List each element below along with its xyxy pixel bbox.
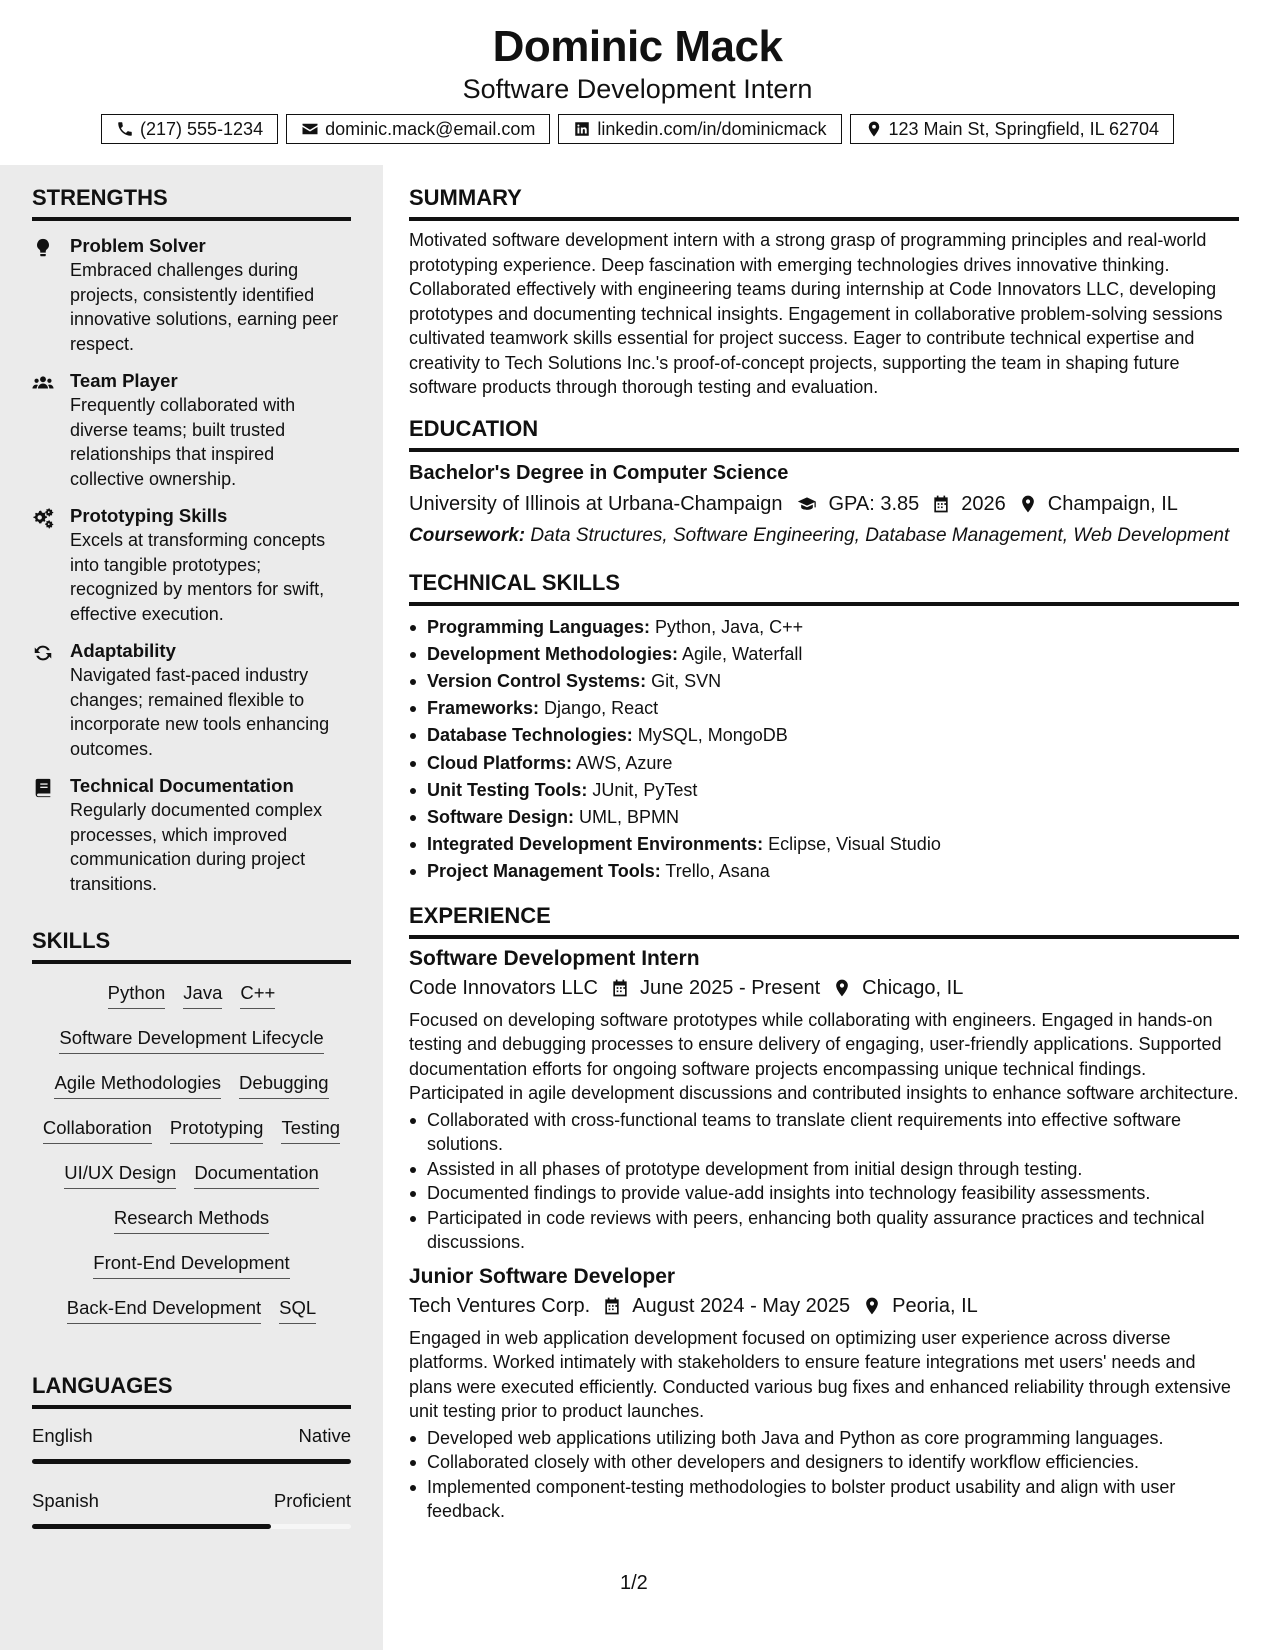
school-location: Champaign, IL — [1047, 492, 1178, 515]
contact-email[interactable] — [286, 114, 550, 144]
job-entry — [409, 947, 1239, 1255]
strength-desc: Navigated fast-paced industry changes; remained flexible to incorporate new tools enhancing outcomes. — [70, 665, 330, 759]
list-item: Software Design: UML, BPMN — [409, 804, 1239, 831]
list-item: Developed web applications utilizing both Java and Python as core programming languages. — [409, 1426, 1239, 1451]
phone-icon — [116, 120, 134, 138]
skill-tag: Python — [108, 982, 166, 1009]
experience-section — [409, 903, 1239, 1524]
sidebar — [0, 165, 383, 1650]
job-meta — [409, 1295, 1239, 1318]
job-location: Peoria, IL — [892, 1294, 978, 1317]
list-item: Integrated Development Environments: Eclipse, Visual Studio — [409, 831, 1239, 858]
map-marker-icon — [862, 1296, 882, 1316]
list-item: Implemented component-testing methodologies to bolster product usability and align with user feedback. — [409, 1475, 1239, 1524]
skill-tag: Documentation — [194, 1162, 318, 1189]
language-level: Native — [298, 1425, 351, 1446]
list-item: Database Technologies: MySQL, MongoDB — [409, 722, 1239, 749]
list-item: Unit Testing Tools: JUnit, PyTest — [409, 777, 1239, 804]
strengths-heading: STRENGTHS — [32, 185, 351, 221]
coursework-list: Data Structures, Software Engineering, Database Management, Web Development — [525, 524, 1230, 546]
degree-title: Bachelor's Degree in Computer Science — [409, 461, 789, 484]
job-summary: Engaged in web application development focused on optimizing user experience across diverse platforms. Worked intimately with stakeholders to ensure feature integrations met users' needs and plans were executed efficiently. Conducted various bug fixes and enhanced reliability through extensive unit testing prior to product launches. — [409, 1327, 1231, 1422]
coursework-label: Coursework: — [409, 524, 526, 546]
skill-tag: Front-End Development — [93, 1252, 289, 1279]
language-item — [32, 1425, 351, 1464]
language-level: Proficient — [273, 1490, 351, 1511]
list-item: Collaborated closely with other developers and designers to identify workflow efficiencies. — [409, 1450, 1239, 1475]
job-meta — [409, 977, 1239, 1000]
skill-tag: SQL — [279, 1297, 316, 1324]
linkedin-text: linkedin.com/in/dominicmack — [597, 118, 827, 139]
skills-row — [32, 1162, 351, 1207]
company-name: Code Innovators LLC — [409, 976, 599, 999]
language-name: English — [32, 1425, 93, 1446]
book-icon — [32, 777, 54, 799]
strength-item — [32, 234, 351, 356]
phone-text: (217) 555-1234 — [139, 118, 264, 139]
strength-title: Technical Documentation — [70, 775, 294, 796]
skill-tag: Java — [183, 982, 222, 1009]
skill-tag: Software Development Lifecycle — [59, 1027, 323, 1054]
calendar-icon — [931, 494, 951, 514]
languages-section — [32, 1373, 351, 1529]
envelope-icon — [301, 120, 319, 138]
tech-skills-section — [409, 570, 1239, 886]
gpa-text: GPA: 3.85 — [828, 492, 920, 515]
list-item: Frameworks: Django, React — [409, 695, 1239, 722]
skills-row — [32, 1207, 351, 1252]
language-bar-fill — [32, 1459, 351, 1464]
job-location: Chicago, IL — [862, 976, 964, 999]
skill-tag: UI/UX Design — [64, 1162, 176, 1189]
skill-tag: Prototyping — [170, 1117, 264, 1144]
company-name: Tech Ventures Corp. — [409, 1294, 591, 1317]
skills-row — [32, 1072, 351, 1117]
strengths-section — [32, 185, 351, 896]
map-marker-icon — [832, 978, 852, 998]
address-text: 123 Main St, Springfield, IL 62704 — [888, 118, 1160, 139]
job-bullets — [409, 1426, 1239, 1524]
graduation-year: 2026 — [961, 492, 1006, 515]
contact-bar — [0, 114, 1275, 144]
list-item: Project Management Tools: Trello, Asana — [409, 858, 1239, 885]
strength-title: Prototyping Skills — [70, 505, 228, 526]
summary-section — [409, 185, 1239, 400]
strength-item — [32, 369, 351, 491]
job-dates: August 2024 - May 2025 — [632, 1294, 851, 1317]
calendar-icon — [610, 978, 630, 998]
list-item: Collaborated with cross-functional teams to translate client requirements into effective software solutions. — [409, 1108, 1239, 1157]
skills-row — [32, 1252, 351, 1297]
skills-row — [32, 1027, 351, 1072]
contact-phone[interactable] — [101, 114, 278, 144]
main-content — [409, 165, 1239, 1524]
skill-tag: Debugging — [239, 1072, 329, 1099]
summary-text: Motivated software development intern with a strong grasp of programming principles and real-world prototyping experience. Deep fascination with emerging technologies drives innovative thinking. Collaborated effectively with engineering teams during internship at Code Innovators LLC, developing prototypes and documenting technical insights. Engagement in collaborative problem-solving sessions cultivated teamwork skills essential for project success. Eager to contribute technical expertise and creativity to Tech Solutions Inc.'s proof-of-concept projects, supporting the team in shaping future software products through thorough testing and evaluation. — [409, 230, 1223, 397]
candidate-name: Dominic Mack — [492, 22, 783, 71]
users-icon — [32, 372, 54, 394]
candidate-title: Software Development Intern — [462, 74, 813, 104]
education-meta — [409, 493, 1239, 516]
languages-heading: LANGUAGES — [32, 1373, 351, 1409]
resume-header — [0, 0, 1275, 165]
language-bar-fill — [32, 1524, 271, 1529]
summary-heading: SUMMARY — [409, 185, 1239, 221]
sync-icon — [32, 642, 54, 664]
skill-tag: Testing — [281, 1117, 340, 1144]
graduation-cap-icon — [795, 494, 819, 514]
strength-title: Problem Solver — [70, 235, 206, 256]
skills-row — [32, 1297, 351, 1342]
job-title: Junior Software Developer — [409, 1264, 676, 1288]
list-item: Cloud Platforms: AWS, Azure — [409, 750, 1239, 777]
language-item — [32, 1490, 351, 1529]
coursework — [409, 524, 1239, 548]
skill-tag: Research Methods — [114, 1207, 269, 1234]
strength-title: Adaptability — [70, 640, 176, 661]
lightbulb-icon — [32, 237, 54, 259]
skills-row — [32, 982, 351, 1027]
strength-item — [32, 639, 351, 761]
job-bullets — [409, 1108, 1239, 1255]
skills-row — [32, 1117, 351, 1162]
skill-tag: C++ — [240, 982, 275, 1009]
job-title: Software Development Intern — [409, 946, 700, 970]
skills-section — [32, 928, 351, 1342]
list-item: Participated in code reviews with peers, enhancing both quality assurance practices and technical discussions. — [409, 1206, 1239, 1255]
strength-desc: Excels at transforming concepts into tangible prototypes; recognized by mentors for swift, effective execution. — [70, 530, 326, 624]
contact-address[interactable] — [850, 114, 1175, 144]
education-section — [409, 416, 1239, 548]
list-item: Development Methodologies: Agile, Waterfall — [409, 641, 1239, 668]
skills-cloud — [32, 982, 351, 1342]
email-text: dominic.mack@email.com — [325, 118, 536, 139]
map-marker-icon — [1018, 494, 1038, 514]
contact-linkedin[interactable] — [558, 114, 841, 144]
skill-tag: Collaboration — [43, 1117, 152, 1144]
job-dates: June 2025 - Present — [640, 976, 821, 999]
strength-desc: Regularly documented complex processes, which improved communication during project transitions. — [70, 800, 323, 894]
school-name: University of Illinois at Urbana-Champaign — [409, 492, 783, 515]
strength-item — [32, 504, 351, 626]
skill-tag: Back-End Development — [67, 1297, 261, 1324]
map-marker-icon — [865, 120, 883, 138]
strength-item — [32, 774, 351, 896]
tech-skills-heading: TECHNICAL SKILLS — [409, 570, 1239, 606]
calendar-icon — [602, 1296, 622, 1316]
language-bar — [32, 1459, 351, 1464]
list-item: Documented findings to provide value-add insights into technology feasibility assessments. — [409, 1181, 1239, 1206]
strength-title: Team Player — [70, 370, 178, 391]
strength-desc: Frequently collaborated with diverse teams; built trusted relationships that inspired collective ownership. — [70, 395, 296, 489]
tech-skills-list — [409, 614, 1239, 886]
list-item: Assisted in all phases of prototype development from initial design through testing. — [409, 1157, 1239, 1182]
cogs-icon — [32, 507, 54, 529]
job-summary: Focused on developing software prototypes while collaborating with engineers. Engaged in hands-on testing and debugging processes to ensure delivery of engaging, user-friendly applications. Supported documentation efforts for ongoing software projects encompassing unique technical findings. Participated in agile development discussions and contributed insights to enhance software architecture. — [409, 1009, 1239, 1104]
language-name: Spanish — [32, 1490, 99, 1511]
list-item: Version Control Systems: Git, SVN — [409, 668, 1239, 695]
page-number: 1/2 — [620, 1572, 648, 1594]
list-item: Programming Languages: Python, Java, C++ — [409, 614, 1239, 641]
experience-heading: EXPERIENCE — [409, 903, 1239, 939]
skill-tag: Agile Methodologies — [54, 1072, 221, 1099]
education-heading: EDUCATION — [409, 416, 1239, 452]
strength-desc: Embraced challenges during projects, consistently identified innovative solutions, earning peer respect. — [70, 260, 339, 354]
linkedin-icon — [573, 120, 591, 138]
skills-heading: SKILLS — [32, 928, 351, 964]
job-entry — [409, 1265, 1239, 1524]
language-bar — [32, 1524, 351, 1529]
